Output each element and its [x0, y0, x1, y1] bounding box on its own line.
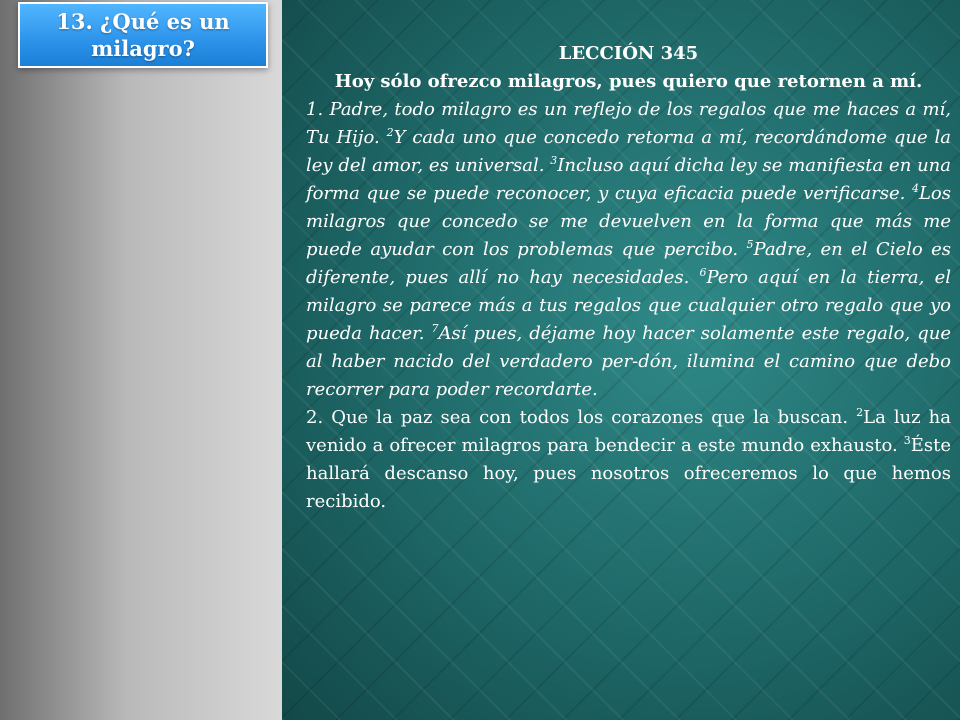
p1-sentence-3: Incluso aquí dicha ley se manifiesta en una forma que se puede reconocer, y cuya eficacia puede verificarse.: [306, 155, 952, 204]
left-panel: [0, 0, 282, 720]
p2-sentence-2: La luz ha venido a ofrecer milagros para bendecir a este mundo exhausto.: [306, 407, 951, 456]
paragraph-2: [306, 404, 951, 516]
p2-sentence-3: Éste hallará descanso hoy, pues nosotros ofreceremos lo que hemos recibido.: [306, 435, 951, 512]
slide-title: 13. ¿Qué es un milagro?: [56, 9, 230, 61]
lesson-content: [306, 40, 951, 516]
p2-sentence-1: 2. Que la paz sea con todos los corazones que la buscan.: [306, 407, 857, 428]
lesson-subtitle: Hoy sólo ofrezco milagros, pues quiero que retornen a mí.: [334, 71, 923, 92]
verse-number: 2: [856, 406, 864, 419]
verse-number: 2: [386, 126, 394, 139]
p1-sentence-5: Padre, en el Cielo es diferente, pues allí no hay necesidades.: [306, 239, 951, 288]
verse-number: 6: [699, 266, 707, 279]
paragraph-1: [306, 96, 951, 404]
verse-number: 3: [903, 434, 911, 447]
verse-number: 4: [911, 182, 919, 195]
p1-sentence-1: 1. Padre, todo milagro es un reflejo de los regalos que me haces a mí, Tu Hijo.: [306, 99, 951, 148]
lesson-heading: LECCIÓN 345: [558, 43, 699, 64]
verse-number: 3: [550, 154, 558, 167]
verse-number: 5: [746, 238, 754, 251]
verse-number: 7: [431, 322, 439, 335]
slide-title-box: [18, 2, 268, 68]
p1-sentence-7: Así pues, déjame hoy hacer solamente este regalo, que al haber nacido del verdadero per-dón, ilumina el camino que debo recorrer para poder recordarte.: [306, 323, 952, 400]
p1-sentence-2: Y cada uno que concedo retorna a mí, recordándome que la ley del amor, es universal.: [306, 127, 951, 176]
p1-sentence-6: Pero aquí en la tierra, el milagro se parece más a tus regalos que cualquier otro regalo que yo pueda hacer.: [306, 267, 951, 344]
p1-sentence-4: Los milagros que concedo se me devuelven en la forma que más me puede ayudar con los problemas que percibo.: [306, 183, 951, 260]
